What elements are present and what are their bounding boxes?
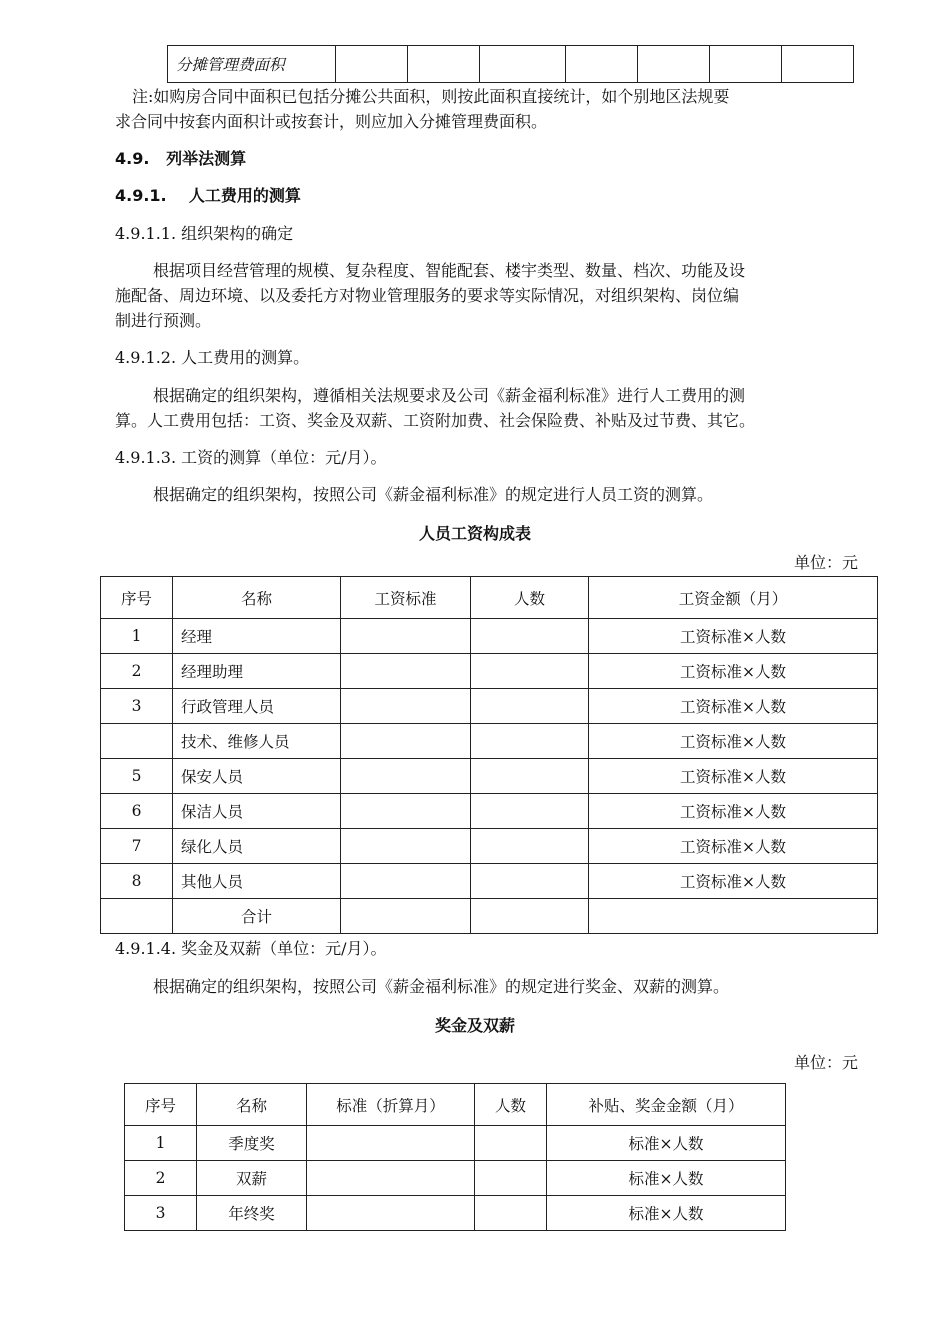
row-no: 1 [125,1126,197,1161]
row-no: 2 [125,1161,197,1196]
row-name: 绿化人员 [173,829,341,864]
row-no: 8 [101,864,173,899]
row-name: 季度奖 [197,1126,307,1161]
row-standard [341,829,471,864]
row-count [471,829,589,864]
row-no: 3 [101,689,173,724]
row-standard [341,864,471,899]
header-cell-standard: 工资标准 [341,577,471,619]
row-count [471,724,589,759]
row-count [475,1196,547,1231]
row-count [471,619,589,654]
table-row [101,619,878,654]
salary-table [100,576,878,934]
row-amount: 工资标准×人数 [589,689,878,724]
row-count [471,689,589,724]
table-row [101,654,878,689]
header-cell-no: 序号 [125,1084,197,1126]
row-amount: 工资标准×人数 [589,619,878,654]
total-standard [341,899,471,934]
row-count [471,794,589,829]
row-amount: 标准×人数 [547,1126,786,1161]
bonus-table-title: 奖金及双薪 [434,1016,515,1035]
para-4914: 根据确定的组织架构，按照公司《薪金福利标准》的规定进行奖金、双薪的测算。 [153,977,730,996]
table-total-row [101,899,878,934]
row-no: 6 [101,794,173,829]
row-count [475,1161,547,1196]
row-standard [341,654,471,689]
row-standard [307,1161,475,1196]
row-name: 保洁人员 [173,794,341,829]
area-cell [566,46,638,83]
row-count [471,759,589,794]
row-standard [307,1196,475,1231]
row-amount: 工资标准×人数 [589,794,878,829]
table-header-row [101,577,878,619]
row-amount: 工资标准×人数 [589,759,878,794]
table-row [101,759,878,794]
row-amount: 标准×人数 [547,1196,786,1231]
heading-4-9: 4.9. 列举法测算 [115,149,247,168]
para-4912-line-2: 算。人工费用包括：工资、奖金及双薪、工资附加费、社会保险费、补贴及过节费、其它。 [115,411,756,430]
para-4911-line-1: 根据项目经营管理的规模、复杂程度、智能配套、楼宇类型、数量、档次、功能及设 [153,261,746,280]
heading-4-9-1-3: 4.9.1.3. 工资的测算（单位：元/月）。 [115,448,387,467]
total-amount [589,899,878,934]
table-row [125,1126,786,1161]
header-cell-no: 序号 [101,577,173,619]
row-standard [341,689,471,724]
row-amount: 工资标准×人数 [589,829,878,864]
header-cell-name: 名称 [197,1084,307,1126]
row-standard [307,1126,475,1161]
row-no: 2 [101,654,173,689]
row-no [101,724,173,759]
row-name: 年终奖 [197,1196,307,1231]
header-cell-name: 名称 [173,577,341,619]
total-no [101,899,173,934]
row-no: 3 [125,1196,197,1231]
para-4912-line-1: 根据确定的组织架构，遵循相关法规要求及公司《薪金福利标准》进行人工费用的测 [153,386,746,405]
table-row [101,829,878,864]
row-standard [341,794,471,829]
area-row-label: 分摊管理费面积 [168,46,336,83]
heading-4-9-1: 4.9.1. 人工费用的测算 [115,186,301,205]
table-row [125,1161,786,1196]
salary-table-title: 人员工资构成表 [418,524,531,543]
para-4911-line-2: 施配备、周边环境、以及委托方对物业管理服务的要求等实际情况，对组织架构、岗位编 [115,286,740,305]
table-row [125,1196,786,1231]
area-cell [408,46,480,83]
area-cell [782,46,854,83]
bonus-table [124,1083,786,1231]
row-no: 5 [101,759,173,794]
salary-table-unit: 单位：元 [793,553,858,572]
row-amount: 工资标准×人数 [589,864,878,899]
row-no: 1 [101,619,173,654]
row-name: 双薪 [197,1161,307,1196]
row-amount: 工资标准×人数 [589,654,878,689]
header-cell-count: 人数 [475,1084,547,1126]
para-4913: 根据确定的组织架构，按照公司《薪金福利标准》的规定进行人员工资的测算。 [153,485,714,504]
row-name: 保安人员 [173,759,341,794]
row-name: 经理助理 [173,654,341,689]
para-4911-line-3: 制进行预测。 [115,311,212,330]
area-cell [710,46,782,83]
row-count [471,864,589,899]
table-row [101,724,878,759]
table-header-row [125,1084,786,1126]
row-no: 7 [101,829,173,864]
row-count [475,1126,547,1161]
row-name: 经理 [173,619,341,654]
header-cell-standard: 标准（折算月） [307,1084,475,1126]
row-standard [341,619,471,654]
row-amount: 工资标准×人数 [589,724,878,759]
table-row [101,794,878,829]
bonus-table-unit: 单位：元 [793,1053,858,1072]
row-name: 技术、维修人员 [173,724,341,759]
header-cell-amount: 补贴、奖金金额（月） [547,1084,786,1126]
note-line-2: 求合同中按套内面积计或按套计，则应加入分摊管理费面积。 [115,112,548,131]
area-cell [638,46,710,83]
area-table [167,45,854,83]
row-name: 其他人员 [173,864,341,899]
heading-4-9-1-2: 4.9.1.2. 人工费用的测算。 [115,348,310,367]
note-line-1: 注:如购房合同中面积已包括分摊公共面积，则按此面积直接统计，如个别地区法规要 [132,87,730,106]
header-cell-count: 人数 [471,577,589,619]
table-row [101,689,878,724]
heading-4-9-1-4: 4.9.1.4. 奖金及双薪（单位：元/月）。 [115,939,387,958]
header-cell-amount: 工资金额（月） [589,577,878,619]
area-cell [480,46,566,83]
row-amount: 标准×人数 [547,1161,786,1196]
row-standard [341,724,471,759]
row-standard [341,759,471,794]
heading-4-9-1-1: 4.9.1.1. 组织架构的确定 [115,224,294,243]
area-cell [336,46,408,83]
table-row [101,864,878,899]
row-count [471,654,589,689]
row-name: 行政管理人员 [173,689,341,724]
total-label: 合计 [173,899,341,934]
total-count [471,899,589,934]
